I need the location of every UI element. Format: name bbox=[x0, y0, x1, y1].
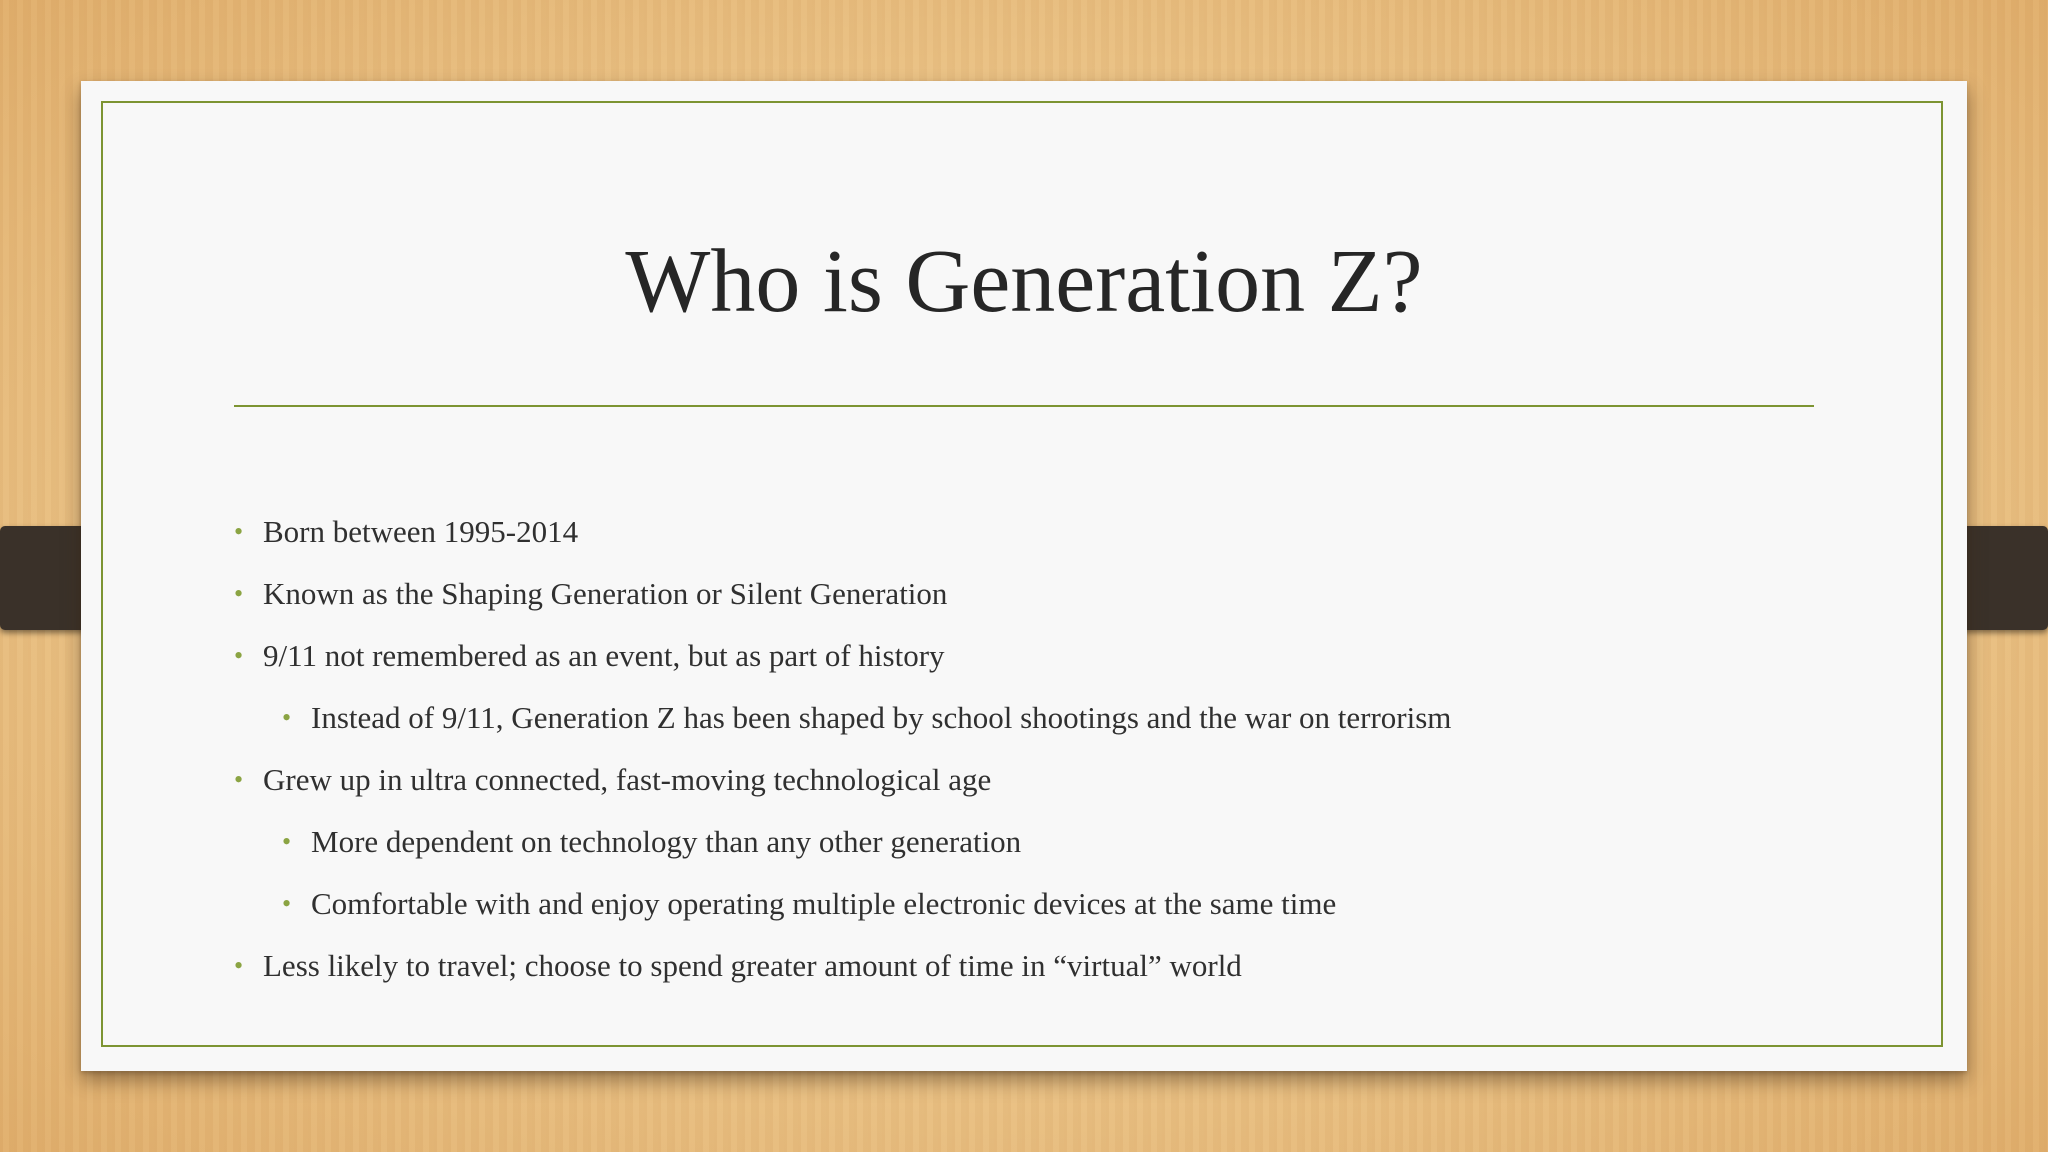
bullet-item bbox=[234, 749, 1874, 811]
bullet-dot-icon: • bbox=[234, 579, 244, 608]
slide bbox=[81, 81, 1967, 1071]
slide-title: Who is Generation Z? bbox=[625, 232, 1423, 331]
sub-bullet-item bbox=[234, 811, 1874, 873]
bullet-text: 9/11 not remembered as an event, but as part of history bbox=[263, 638, 945, 673]
bullet-item bbox=[234, 935, 1874, 997]
bullet-dot-icon: • bbox=[234, 517, 244, 546]
bullet-list bbox=[234, 501, 1874, 997]
title-divider bbox=[234, 405, 1814, 407]
bullet-dot-icon: • bbox=[234, 641, 244, 670]
bullet-dot-icon: • bbox=[282, 827, 292, 856]
bullet-dot-icon: • bbox=[282, 889, 292, 918]
bullet-item bbox=[234, 563, 1874, 625]
sub-bullet-item bbox=[234, 687, 1874, 749]
bullet-item bbox=[234, 501, 1874, 563]
bullet-item bbox=[234, 625, 1874, 687]
bullet-text: Comfortable with and enjoy operating multiple electronic devices at the same time bbox=[311, 886, 1337, 921]
bullet-text: Instead of 9/11, Generation Z has been shaped by school shootings and the war on terrorism bbox=[311, 700, 1452, 735]
bullet-text: More dependent on technology than any other generation bbox=[311, 824, 1022, 859]
bullet-dot-icon: • bbox=[234, 951, 244, 980]
bullet-text: Known as the Shaping Generation or Silent Generation bbox=[263, 576, 948, 611]
bullet-text: Born between 1995-2014 bbox=[263, 514, 579, 549]
bullet-text: Grew up in ultra connected, fast-moving technological age bbox=[263, 762, 992, 797]
bullet-dot-icon: • bbox=[234, 765, 244, 794]
sub-bullet-item bbox=[234, 873, 1874, 935]
bullet-text: Less likely to travel; choose to spend greater amount of time in “virtual” world bbox=[263, 948, 1242, 983]
bullet-dot-icon: • bbox=[282, 703, 292, 732]
